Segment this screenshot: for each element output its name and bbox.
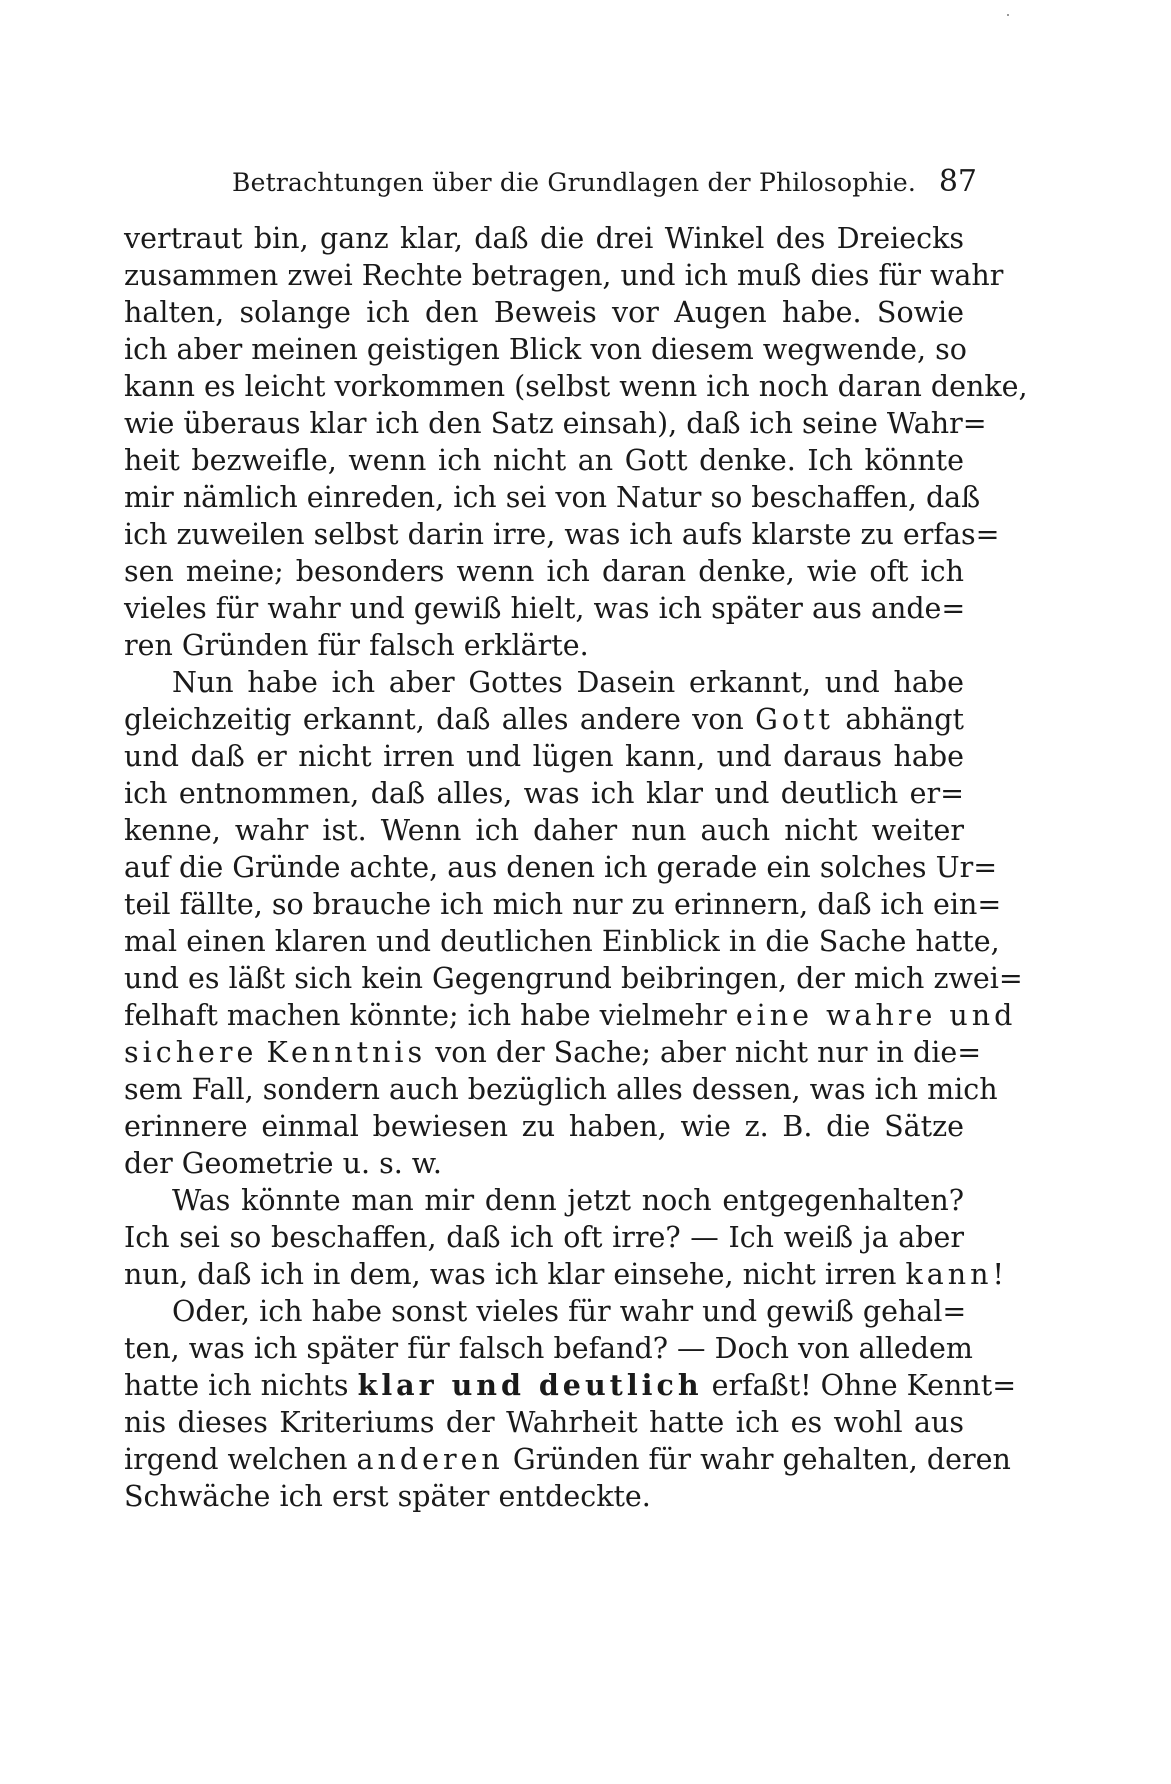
line-segment: von der Sache; aber nicht nur in die= <box>435 1036 982 1069</box>
text-line: mal einen klaren und deutlichen Einblick in die Sache hatte, <box>124 925 1000 958</box>
text-line: teil fällte, so brauche ich mich nur zu erinnern, daß ich ein= <box>124 888 1002 921</box>
text-line <box>124 1034 982 1071</box>
line-segment: felhaft machen könnte; ich habe vielmehr <box>124 999 727 1032</box>
emphasis-kenntnis: Kenntnis <box>266 1036 427 1069</box>
text-line: Was könnte man mir denn jetzt noch entgegenhalten? <box>172 1184 964 1217</box>
text-line <box>124 997 1017 1034</box>
text-line: sen meine; besonders wenn ich daran denke, wie oft ich <box>124 555 964 588</box>
text-line: ich zuweilen selbst darin irre, was ich aufs klarste zu erfas= <box>124 518 1000 551</box>
text-line: ich aber meinen geistigen Blick von diesem wegwende, so <box>124 333 967 366</box>
text-line: Oder, ich habe sonst vieles für wahr und gewiß gehal= <box>172 1295 967 1328</box>
text-line: heit bezweifle, wenn ich nicht an Gott denke. Ich könnte <box>124 444 964 477</box>
emphasis-eine-wahre-und: eine wahre und <box>735 999 1017 1032</box>
text-line <box>124 1256 1008 1293</box>
text-line: und daß er nicht irren und lügen kann, und daraus habe <box>124 740 964 773</box>
text-line: Nun habe ich aber Gottes Dasein erkannt, und habe <box>172 666 964 699</box>
text-line <box>124 701 964 738</box>
text-line: und es läßt sich kein Gegengrund beibringen, der mich zwei= <box>124 962 1023 995</box>
text-line: sem Fall, sondern auch bezüglich alles dessen, was ich mich <box>124 1073 998 1106</box>
emphasis-anderen: anderen <box>356 1443 504 1476</box>
text-line: nis dieses Kriteriums der Wahrheit hatte ich es wohl aus <box>124 1406 964 1439</box>
scan-speck <box>1007 14 1009 16</box>
text-line: auf die Gründe achte, aus denen ich gerade ein solches Ur= <box>124 851 998 884</box>
line-segment: Gründen für wahr gehalten, deren <box>512 1443 1011 1476</box>
page-number: 87 <box>938 164 977 199</box>
line-segment: gleichzeitig erkannt, daß alles andere von <box>124 703 744 736</box>
text-line: Schwäche ich erst später entdeckte. <box>124 1480 651 1513</box>
text-line: mir nämlich einreden, ich sei von Natur so beschaffen, daß <box>124 481 981 514</box>
text-line: kann es leicht vorkommen (selbst wenn ich noch daran denke, <box>124 370 1028 403</box>
line-segment: nun, daß ich in dem, was ich klar einsehe, nicht irren <box>124 1258 897 1291</box>
running-head: Betrachtungen über die Grundlagen der Philosophie. <box>232 168 917 197</box>
line-segment: sichere <box>124 1036 258 1069</box>
text-line: der Geometrie u. s. w. <box>124 1147 442 1180</box>
emphasis-kann: kann! <box>905 1258 1008 1291</box>
text-line: ren Gründen für falsch erklärte. <box>124 629 589 662</box>
emphasis-gott: Gott <box>755 703 834 736</box>
text-line <box>124 1367 1017 1404</box>
line-segment: irgend welchen <box>124 1443 348 1476</box>
text-line: halten, solange ich den Beweis vor Augen habe. Sowie <box>124 296 964 329</box>
text-line: Ich sei so beschaffen, daß ich oft irre? — Ich weiß ja aber <box>124 1221 964 1254</box>
text-line: wie überaus klar ich den Satz einsah), daß ich seine Wahr= <box>124 407 987 440</box>
text-line: erinnere einmal bewiesen zu haben, wie z. B. die Sätze <box>124 1110 964 1143</box>
line-segment: erfaßt! Ohne Kennt= <box>711 1369 1017 1402</box>
text-line: vertraut bin, ganz klar, daß die drei Winkel des Dreiecks <box>124 222 964 255</box>
line-segment: abhängt <box>845 703 964 736</box>
text-line: zusammen zwei Rechte betragen, und ich muß dies für wahr <box>124 259 1004 292</box>
text-line <box>124 1441 1011 1478</box>
page-header <box>232 164 977 208</box>
text-line: ten, was ich später für falsch befand? — Doch von alledem <box>124 1332 973 1365</box>
line-segment: hatte ich nichts <box>124 1369 349 1402</box>
text-line: ich entnommen, daß alles, was ich klar und deutlich er= <box>124 777 964 810</box>
emphasis-klar-und-deutlich: klar und deutlich <box>357 1368 703 1402</box>
text-line: kenne, wahr ist. Wenn ich daher nun auch nicht weiter <box>124 814 964 847</box>
text-line: vieles für wahr und gewiß hielt, was ich später aus ande= <box>124 592 966 625</box>
body-text <box>124 220 1028 1515</box>
